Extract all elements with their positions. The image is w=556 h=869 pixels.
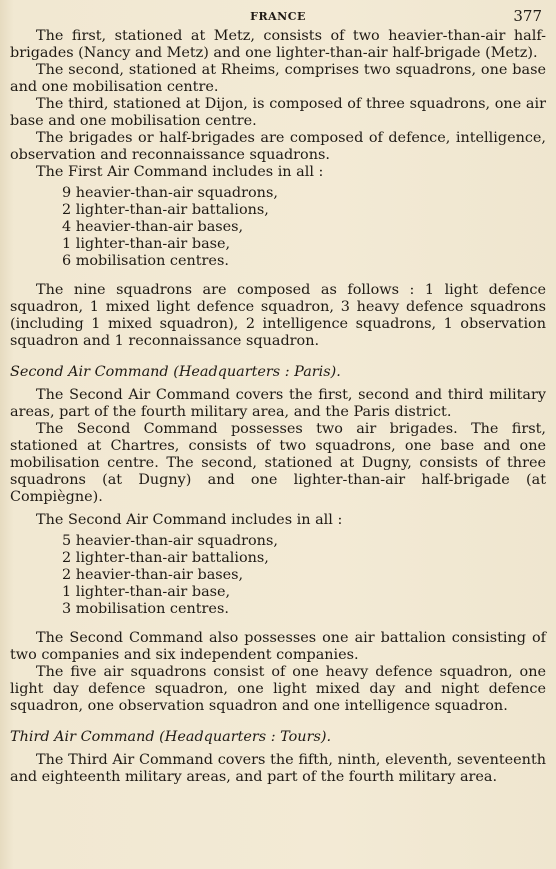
second-command-list	[62, 533, 546, 618]
first-command-list	[62, 185, 546, 270]
third-command-heading: Third Air Command (Headquarters : Tours).	[10, 729, 332, 745]
second-command-heading: Second Air Command (Headquarters : Paris).	[10, 364, 341, 380]
list-item: 3 mobilisation centres.	[62, 601, 229, 617]
list-item: 1 lighter-than-air base,	[62, 584, 231, 600]
paragraph-third-brigade: The third, stationed at Dijon, is composed of three squadrons, one air base and one mobilisation centre.	[10, 96, 546, 129]
paragraph-second-brigade: The second, stationed at Rheims, comprises two squadrons, one base and one mobilisation centre.	[10, 62, 546, 95]
paragraph-second-command-areas: The Second Air Command covers the first, second and third military areas, part of the fourth military area, and the Paris district.	[10, 387, 546, 420]
running-head	[10, 6, 546, 28]
list-item: 5 heavier-than-air squadrons,	[62, 533, 278, 549]
list-item: 4 heavier-than-air bases,	[62, 219, 244, 235]
list-item: 2 lighter-than-air battalions,	[62, 550, 269, 566]
page-number: 377	[513, 7, 542, 25]
list-item: 6 mobilisation centres.	[62, 253, 229, 269]
list-item: 2 lighter-than-air battalions,	[62, 202, 269, 218]
page-body	[10, 28, 546, 786]
list-item: 1 lighter-than-air base,	[62, 236, 231, 252]
paragraph-air-battalion: The Second Command also possesses one air battalion consisting of two companies and six independent companies.	[10, 630, 546, 663]
paragraph-third-command-areas: The Third Air Command covers the fifth, ninth, eleventh, seventeenth and eighteenth military areas, and part of the fourth military area.	[10, 752, 546, 785]
list-item: 2 heavier-than-air bases,	[62, 567, 244, 583]
paragraph-second-command-brigades: The Second Command possesses two air brigades. The first, stationed at Chartres, consists of two squadrons, one base and one mobilisation centre. The second, stationed at Dugny, consists of three squadrons (at Dugny) and one lighter-than-air half-brigade (at Compiègne).	[10, 421, 546, 505]
paragraph-second-command-intro: The Second Air Command includes in all :	[36, 512, 343, 528]
list-item: 9 heavier-than-air squadrons,	[62, 185, 278, 201]
paragraph-first-command-intro: The First Air Command includes in all :	[36, 164, 324, 180]
paragraph-five-squadrons: The five air squadrons consist of one heavy defence squadron, one light day defence squadron, one light mixed day and night defence squadron, one observation squadron and one intelligence squadron.	[10, 664, 546, 714]
paragraph-first-brigade: The first, stationed at Metz, consists of two heavier-than-air half-brigades (Nancy and Metz) and one lighter-than-air half-brigade (Metz).	[10, 28, 546, 61]
paragraph-nine-squadrons: The nine squadrons are composed as follows : 1 light defence squadron, 1 mixed light defence squadron, 3 heavy defence squadrons (including 1 mixed squadron), 2 intelligence squadrons, 1 observation squadron and 1 reconnaissance squadron.	[10, 282, 546, 349]
paragraph-brigade-composition: The brigades or half-brigades are composed of defence, intelligence, observation and reconnaissance squadrons.	[10, 130, 546, 163]
running-head-title: FRANCE	[250, 10, 306, 23]
